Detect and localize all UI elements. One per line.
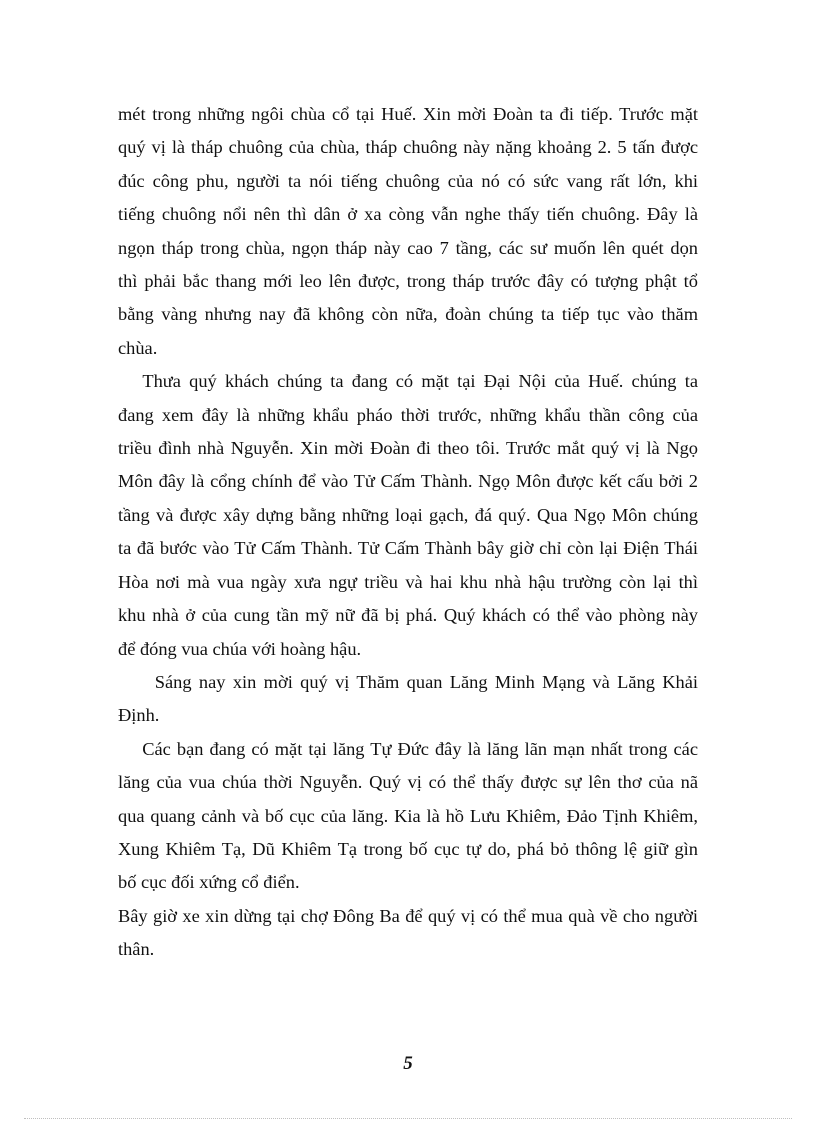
text-line: Sáng nay xin mời quý vị Thăm quan Lăng Minh Mạng và Lăng Khải [118, 671, 698, 692]
text-line: mét trong những ngôi chùa cổ tại Huế. Xin mời Đoàn ta đi tiếp. Trước mặt [118, 104, 698, 124]
text-line: Thưa quý khách chúng ta đang có mặt tại Đại Nội của Huế. chúng ta [118, 371, 698, 392]
text-line: thì phải bắc thang mới leo lên được, trong tháp trước đây có tượng phật tổ [118, 271, 698, 292]
text-line: bằng vàng nhưng nay đã không còn nữa, đoàn chúng ta tiếp tục vào thăm [118, 304, 698, 325]
paragraph-4 [118, 733, 698, 900]
text-line: Các bạn đang có mặt tại lăng Tự Đức đây là lăng lãn mạn nhất trong các [118, 738, 698, 759]
text-line: triều đình nhà Nguyễn. Xin mời Đoàn đi theo tôi. Trước mắt quý vị là Ngọ [118, 438, 698, 459]
paragraph-2 [118, 365, 698, 666]
text-line: Bây giờ xe xin dừng tại chợ Đông Ba để quý vị có thể mua quà về cho người [118, 905, 698, 926]
text-line: tiếng chuông nổi nên thì dân ở xa còng vẫn nghe thấy tiến chuông. Đây là [118, 204, 698, 225]
paragraph-5 [118, 900, 698, 967]
text-line: để đóng vua chúa với hoàng hậu. [118, 638, 362, 659]
text-line: bố cục đối xứng cổ điển. [118, 872, 300, 893]
text-line: khu nhà ở của cung tần mỹ nữ đã bị phá. Quý khách có thể vào phòng này [118, 605, 698, 626]
text-line: Môn đây là cổng chính để vào Tử Cấm Thành. Ngọ Môn được kết cấu bởi 2 [118, 471, 698, 492]
text-line: Định. [118, 705, 160, 726]
text-line: chùa. [118, 337, 158, 358]
footer-divider [24, 1118, 792, 1119]
paragraph-1 [118, 98, 698, 365]
text-line: tầng và được xây dựng bằng những loại gạch, đá quý. Qua Ngọ Môn chúng [118, 504, 698, 525]
text-line: đúc công phu, người ta nói tiếng chuông của nó có sức vang rất lớn, khi [118, 170, 698, 191]
text-line: lăng của vua chúa thời Nguyễn. Quý vị có thể thấy được sự lên thơ của nã [118, 772, 698, 793]
text-line: ngọn tháp trong chùa, ngọn tháp này cao 7 tầng, các sư muốn lên quét dọn [118, 237, 698, 258]
page-number: 5 [403, 1053, 413, 1074]
text-line: Hòa nơi mà vua ngày xưa ngự triều và hai khu nhà hậu trường còn lại thì [118, 571, 698, 592]
document-body [118, 98, 698, 967]
text-line: quý vị là tháp chuông của chùa, tháp chuông này nặng khoảng 2. 5 tấn được [118, 137, 698, 158]
text-line: đang xem đây là những khẩu pháo thời trước, những khẩu thần công của [118, 404, 698, 425]
text-line: thân. [118, 939, 155, 960]
text-line: qua quang cảnh và bố cục của lăng. Kia là hồ Lưu Khiêm, Đảo Tịnh Khiêm, [118, 805, 698, 826]
text-line: Xung Khiêm Tạ, Dũ Khiêm Tạ trong bố cục tự do, phá bỏ thông lệ giữ gìn [118, 838, 698, 859]
text-line: ta đã bước vào Tử Cấm Thành. Tử Cấm Thành bây giờ chỉ còn lại Điện Thái [118, 538, 698, 559]
paragraph-3 [118, 666, 698, 733]
